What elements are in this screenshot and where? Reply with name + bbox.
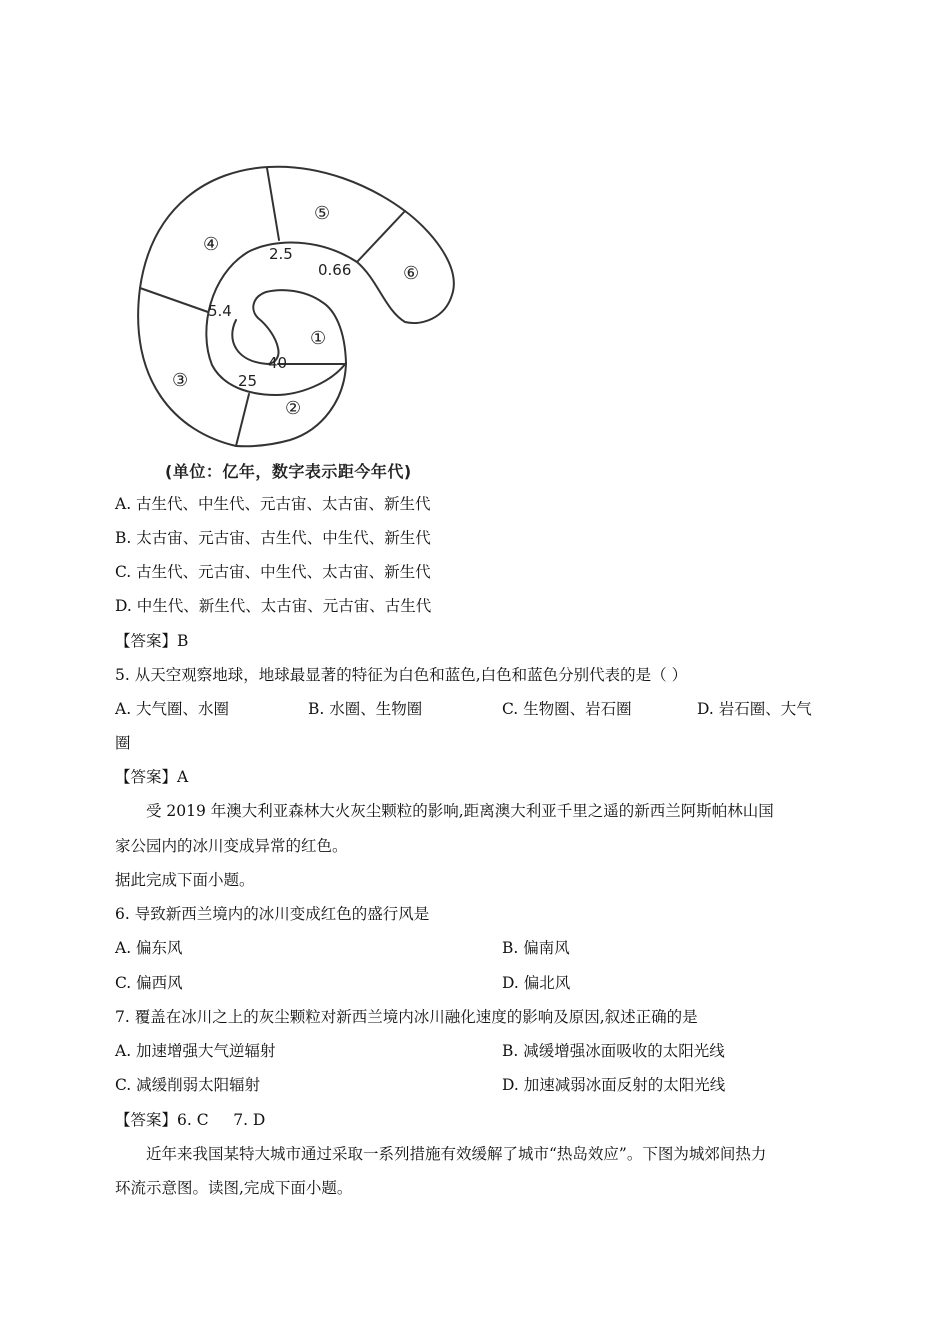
geologic-time-spiral-figure bbox=[130, 160, 470, 456]
q4-option-b: B. 太古宙、元古宙、古生代、中生代、新生代 bbox=[115, 529, 431, 547]
value-40: 40 bbox=[268, 354, 288, 372]
divider-4-5 bbox=[267, 168, 279, 240]
q5-option-a: A. 大气圈、水圈 bbox=[115, 700, 230, 718]
q5-answer: 【答案】A bbox=[115, 768, 189, 786]
passage1-line1: 受 2019 年澳大利亚森林大火灰尘颗粒的影响,距离澳大利亚千里之遥的新西兰阿斯帕林山国 bbox=[146, 802, 774, 820]
divider-2-3 bbox=[236, 394, 249, 446]
value-25: 25 bbox=[238, 372, 258, 390]
q5-stem: 5. 从天空观察地球，地球最显著的特征为白色和蓝色,白色和蓝色分别代表的是（ ） bbox=[115, 666, 688, 684]
passage2-line2: 环流示意图。读图,完成下面小题。 bbox=[115, 1179, 353, 1197]
q7-option-d: D. 加速减弱冰面反射的太阳光线 bbox=[502, 1076, 726, 1094]
q4-option-a: A. 古生代、中生代、元古宙、太古宙、新生代 bbox=[115, 495, 431, 513]
q7-option-b: B. 减缓增强冰面吸收的太阳光线 bbox=[502, 1042, 725, 1060]
passage1-line3: 据此完成下面小题。 bbox=[115, 871, 255, 889]
value-5-4: 5.4 bbox=[208, 302, 232, 320]
q5-option-b: B. 水圈、生物圈 bbox=[308, 700, 423, 718]
passage1-line2: 家公园内的冰川变成异常的红色。 bbox=[115, 837, 348, 855]
q5-option-c: C. 生物圈、岩石圈 bbox=[502, 700, 632, 718]
q4-option-d: D. 中生代、新生代、太古宙、元古宙、古生代 bbox=[115, 597, 432, 615]
q7-answer: 【答案】6. C 7. D bbox=[115, 1111, 266, 1129]
region-1-label: ① bbox=[310, 328, 327, 349]
q4-option-c: C. 古生代、元古宙、中生代、太古宙、新生代 bbox=[115, 563, 431, 581]
region-6-label: ⑥ bbox=[403, 263, 420, 284]
region-5-label: ⑤ bbox=[314, 203, 331, 224]
q7-option-c: C. 减缓削弱太阳辐射 bbox=[115, 1076, 261, 1094]
passage2-line1: 近年来我国某特大城市通过采取一系列措施有效缓解了城市“热岛效应”。下图为城郊间热力 bbox=[146, 1145, 767, 1163]
region-4-label: ④ bbox=[203, 234, 220, 255]
q6-option-c: C. 偏西风 bbox=[115, 974, 183, 992]
q5-option-d-wrap: 圈 bbox=[115, 734, 131, 752]
q7-option-a: A. 加速增强大气逆辐射 bbox=[115, 1042, 276, 1060]
q5-option-d: D. 岩石圈、大气 bbox=[697, 700, 812, 718]
q4-answer: 【答案】B bbox=[115, 632, 189, 650]
figure-caption: (单位：亿年，数字表示距今年代) bbox=[165, 462, 412, 481]
region-3-label: ③ bbox=[172, 370, 189, 391]
divider-3-4 bbox=[140, 288, 208, 312]
q7-stem: 7. 覆盖在冰川之上的灰尘颗粒对新西兰境内冰川融化速度的影响及原因,叙述正确的是 bbox=[115, 1008, 698, 1026]
region-2-label: ② bbox=[285, 398, 302, 419]
q6-option-b: B. 偏南风 bbox=[502, 939, 570, 957]
q6-stem: 6. 导致新西兰境内的冰川变成红色的盛行风是 bbox=[115, 905, 430, 923]
q6-option-a: A. 偏东风 bbox=[115, 939, 183, 957]
value-0-66: 0.66 bbox=[318, 261, 352, 279]
divider-5-6 bbox=[357, 211, 405, 262]
value-2-5: 2.5 bbox=[269, 245, 293, 263]
q6-option-d: D. 偏北风 bbox=[502, 974, 571, 992]
